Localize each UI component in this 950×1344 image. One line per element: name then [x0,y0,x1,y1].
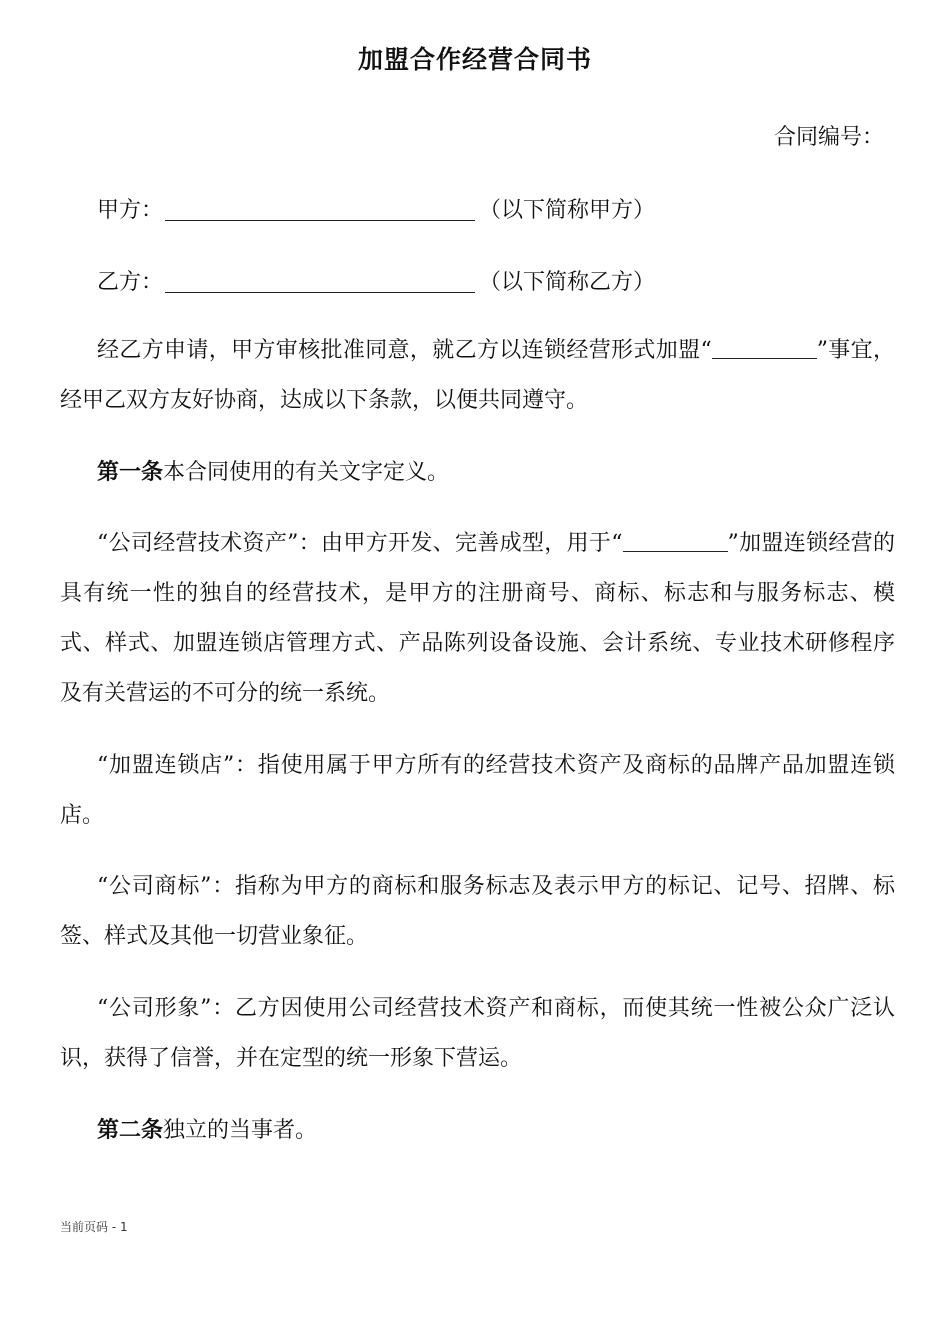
party-b-label: 乙方： [97,270,164,295]
brand-name-blank [623,531,728,552]
party-b-line [97,265,655,296]
party-a-suffix: （以下简称甲方） [479,198,656,223]
definition-assets-before: “公司经营技术资产”：由甲方开发、完善成型，用于“ [97,531,623,556]
article-2 [60,1105,895,1156]
definition-assets [60,519,895,719]
party-a-label: 甲方： [97,198,164,223]
intro-paragraph [60,326,895,426]
definition-assets-after: ”加盟连锁经营的具有统一性的独自的经营技术，是甲方的注册商号、商标、标志和与服务标志、模式、样式、加盟连锁店管理方式、产品陈列设备设施、会计系统、专业技术研修程序及有关营运的不可分的统一系统。 [60,531,896,706]
definition-trademark: “公司商标”：指称为甲方的商标和服务标志及表示甲方的标记、记号、招牌、标签、样式及其他一切营业象征。 [60,874,895,949]
definition-store: “加盟连锁店”：指使用属于甲方所有的经营技术资产及商标的品牌产品加盟连锁店。 [60,753,895,828]
article-2-text: 独立的当事者。 [163,1118,318,1143]
contract-number-label: 合同编号： [773,125,884,150]
article-1-text: 本合同使用的有关文字定义。 [163,460,450,485]
definition-image: “公司形象”：乙方因使用公司经营技术资产和商标，而使其统一性被公众广泛认识，获得了信誉，并在定型的统一形象下营运。 [60,996,895,1071]
intro-text-before: 经乙方申请，甲方审核批准同意，就乙方以连锁经营形式加盟“ [97,338,712,363]
party-b-blank [165,270,475,293]
party-b-suffix: （以下简称乙方） [479,270,656,295]
page-number-footer: 当前页码 - 1 [60,1220,128,1234]
intro-text-after: ”事宜，经甲乙双方友好协商，达成以下条款，以便共同遵守。 [60,338,896,413]
article-1-heading: 第一条 [97,459,164,485]
party-a-line [97,193,655,224]
franchise-name-blank [712,338,817,359]
article-1 [60,447,895,498]
party-a-blank [165,198,475,221]
article-2-heading: 第二条 [97,1117,164,1143]
document-title: 加盟合作经营合同书 [357,45,592,74]
